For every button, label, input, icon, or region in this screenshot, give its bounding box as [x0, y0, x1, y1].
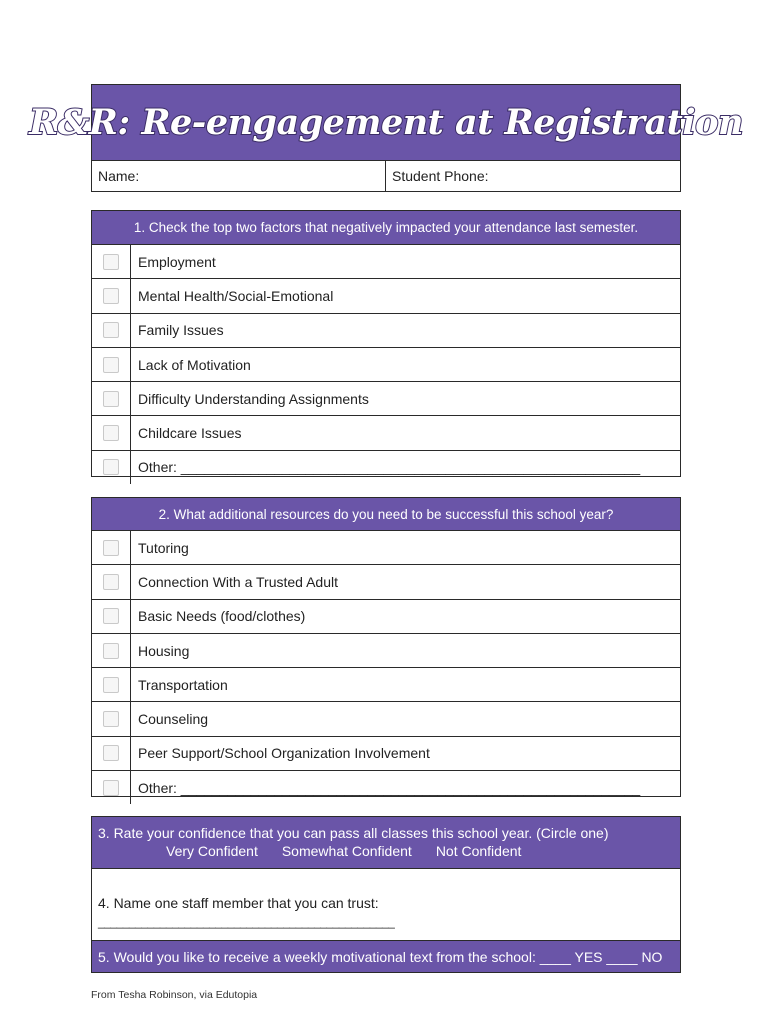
trusted-staff-field[interactable]: ________________________________________________: [98, 915, 395, 929]
checkbox-label: Connection With a Trusted Adult: [138, 573, 338, 590]
other-field[interactable]: Other: ___________________________________________________________: [138, 779, 641, 796]
other-field[interactable]: Other: ___________________________________________________________: [138, 459, 641, 476]
name-label: Name:: [98, 168, 140, 184]
checkbox-transportation[interactable]: [103, 677, 119, 693]
section-1-question: 1. Check the top two factors that negatively impacted your attendance last semester.: [92, 211, 680, 245]
checkbox-label: Childcare Issues: [138, 425, 242, 442]
checkbox-mental-health[interactable]: [103, 288, 119, 304]
list-item: [92, 314, 680, 348]
checkbox-label: Transportation: [138, 676, 228, 693]
option-very-confident[interactable]: Very Confident: [166, 843, 258, 859]
question-5-text[interactable]: 5. Would you like to receive a weekly motivational text from the school: ____ YES ____ NO: [92, 941, 680, 972]
checkbox-other[interactable]: [103, 459, 119, 475]
title-banner: [29, 85, 743, 161]
question-4-text: 4. Name one staff member that you can trust:: [98, 895, 379, 911]
confidence-options: [98, 843, 674, 859]
list-item: [92, 531, 680, 565]
checkbox-label: Basic Needs (food/clothes): [138, 608, 306, 625]
checkbox-lack-of-motivation[interactable]: [103, 357, 119, 373]
checkbox-label: Tutoring: [138, 539, 189, 556]
option-somewhat-confident[interactable]: Somewhat Confident: [281, 843, 412, 859]
list-item: [92, 771, 680, 804]
trusted-staff-question: [92, 869, 680, 941]
name-field[interactable]: [92, 161, 386, 191]
checkbox-counseling[interactable]: [103, 711, 119, 727]
option-not-confident[interactable]: Not Confident: [435, 843, 522, 859]
checkbox-label: Housing: [138, 642, 190, 659]
list-item: [92, 382, 680, 416]
list-item: [92, 348, 680, 382]
checkbox-employment[interactable]: [103, 254, 119, 270]
confidence-section: [91, 816, 681, 973]
resources-section: [91, 497, 681, 797]
checkbox-label: Mental Health/Social-Emotional: [138, 287, 334, 304]
question-3-text: 3. Rate your confidence that you can pass all classes this school year. (Circle one): [98, 825, 609, 841]
list-item: [92, 565, 680, 599]
source-credit: From Tesha Robinson, via Edutopia: [91, 989, 258, 1001]
checkbox-difficulty-assignments[interactable]: [103, 391, 119, 407]
list-item: [92, 668, 680, 702]
list-item: [92, 702, 680, 736]
checkbox-family-issues[interactable]: [103, 322, 119, 338]
list-item: [92, 245, 680, 279]
checkbox-trusted-adult[interactable]: [103, 574, 119, 590]
checkbox-housing[interactable]: [103, 643, 119, 659]
checkbox-label: Lack of Motivation: [138, 356, 251, 373]
attendance-factors-section: [91, 210, 681, 477]
checkbox-childcare[interactable]: [103, 425, 119, 441]
checkbox-peer-support[interactable]: [103, 745, 119, 761]
checkbox-label: Employment: [138, 253, 216, 270]
list-item: [92, 451, 680, 484]
student-phone-field[interactable]: [386, 161, 680, 191]
list-item: [92, 737, 680, 771]
checkbox-label: Difficulty Understanding Assignments: [138, 390, 369, 407]
checkbox-label: Peer Support/School Organization Involvement: [138, 745, 430, 762]
list-item: [92, 600, 680, 634]
list-item: [92, 416, 680, 450]
form-title: R&R: Re-engagement at Registration: [29, 102, 743, 143]
checkbox-other[interactable]: [103, 780, 119, 796]
confidence-question: [92, 817, 680, 869]
checkbox-tutoring[interactable]: [103, 540, 119, 556]
section-2-question: 2. What additional resources do you need to be successful this school year?: [92, 498, 680, 531]
title-box: [29, 84, 743, 192]
student-phone-label: Student Phone:: [392, 168, 489, 184]
checkbox-basic-needs[interactable]: [103, 608, 119, 624]
checkbox-label: Counseling: [138, 711, 209, 728]
checkbox-label: Family Issues: [138, 322, 224, 339]
list-item: [92, 634, 680, 668]
list-item: [92, 279, 680, 313]
